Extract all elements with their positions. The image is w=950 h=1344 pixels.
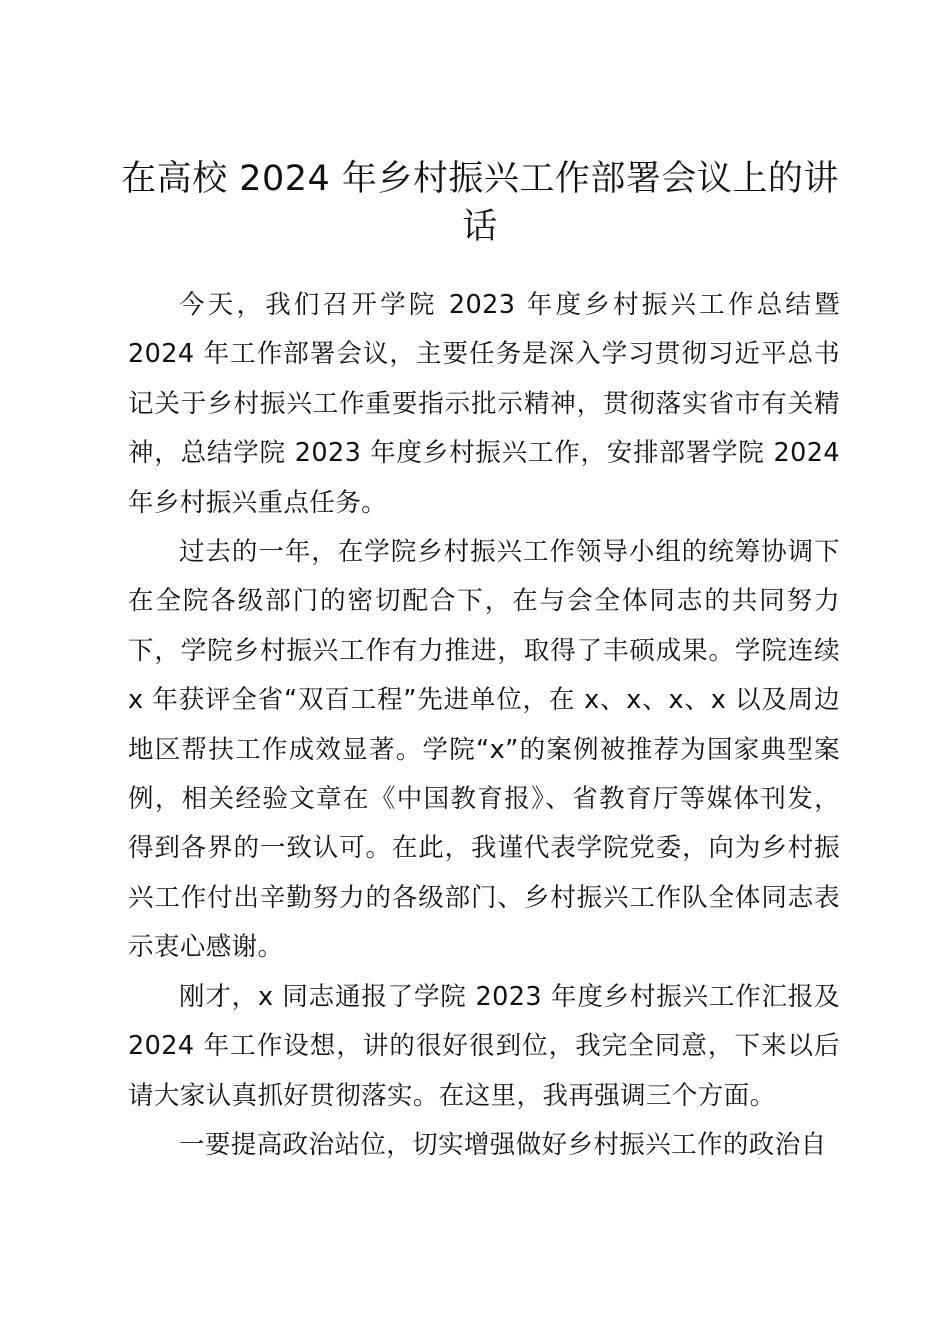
paragraph-achievements: 过去的一年，在学院乡村振兴工作领导小组的统筹协调下在全院各级部门的密切配合下，在与会全体同志的共同努力下，学院乡村振兴工作有力推进，取得了丰硕成果。学院连续 x 年获评全省“双百工程”先进单位，在 x、x、x、x 以及周边地区帮扶工作成效显著。学院“x”的案例被推荐为国家典型案例，相关经验文章在《中国教育报》、省教育厅等媒体刊发，得到各界的一致认可。在此，我谨代表学院党委，向为乡村振兴工作付出辛勤努力的各级部门、乡村振兴工作队全体同志表示衷心感谢。 [128,537,840,963]
paragraph-intro: 今天，我们召开学院 2023 年度乡村振兴工作总结暨 2024 年工作部署会议，主要任务是深入学习贯彻习近平总书记关于乡村振兴工作重要指示批示精神，贯彻落实省市有关精神，总结学院 2023 年度乡村振兴工作，安排部署学院 2024 年乡村振兴重点任务。 [128,290,840,518]
document-body [128,281,840,1170]
document-title: 在高校 2024 年乡村振兴工作部署会议上的讲话 [121,159,839,247]
paragraph-point-one: 一要提高政治站位，切实增强做好乡村振兴工作的政治自 [179,1129,827,1160]
paragraph-report: 刚才，x 同志通报了学院 2023 年度乡村振兴工作汇报及 2024 年工作设想，讲的很好很到位，我完全同意，下来以后请大家认真抓好贯彻落实。在这里，我再强调三个方面。 [128,981,840,1111]
